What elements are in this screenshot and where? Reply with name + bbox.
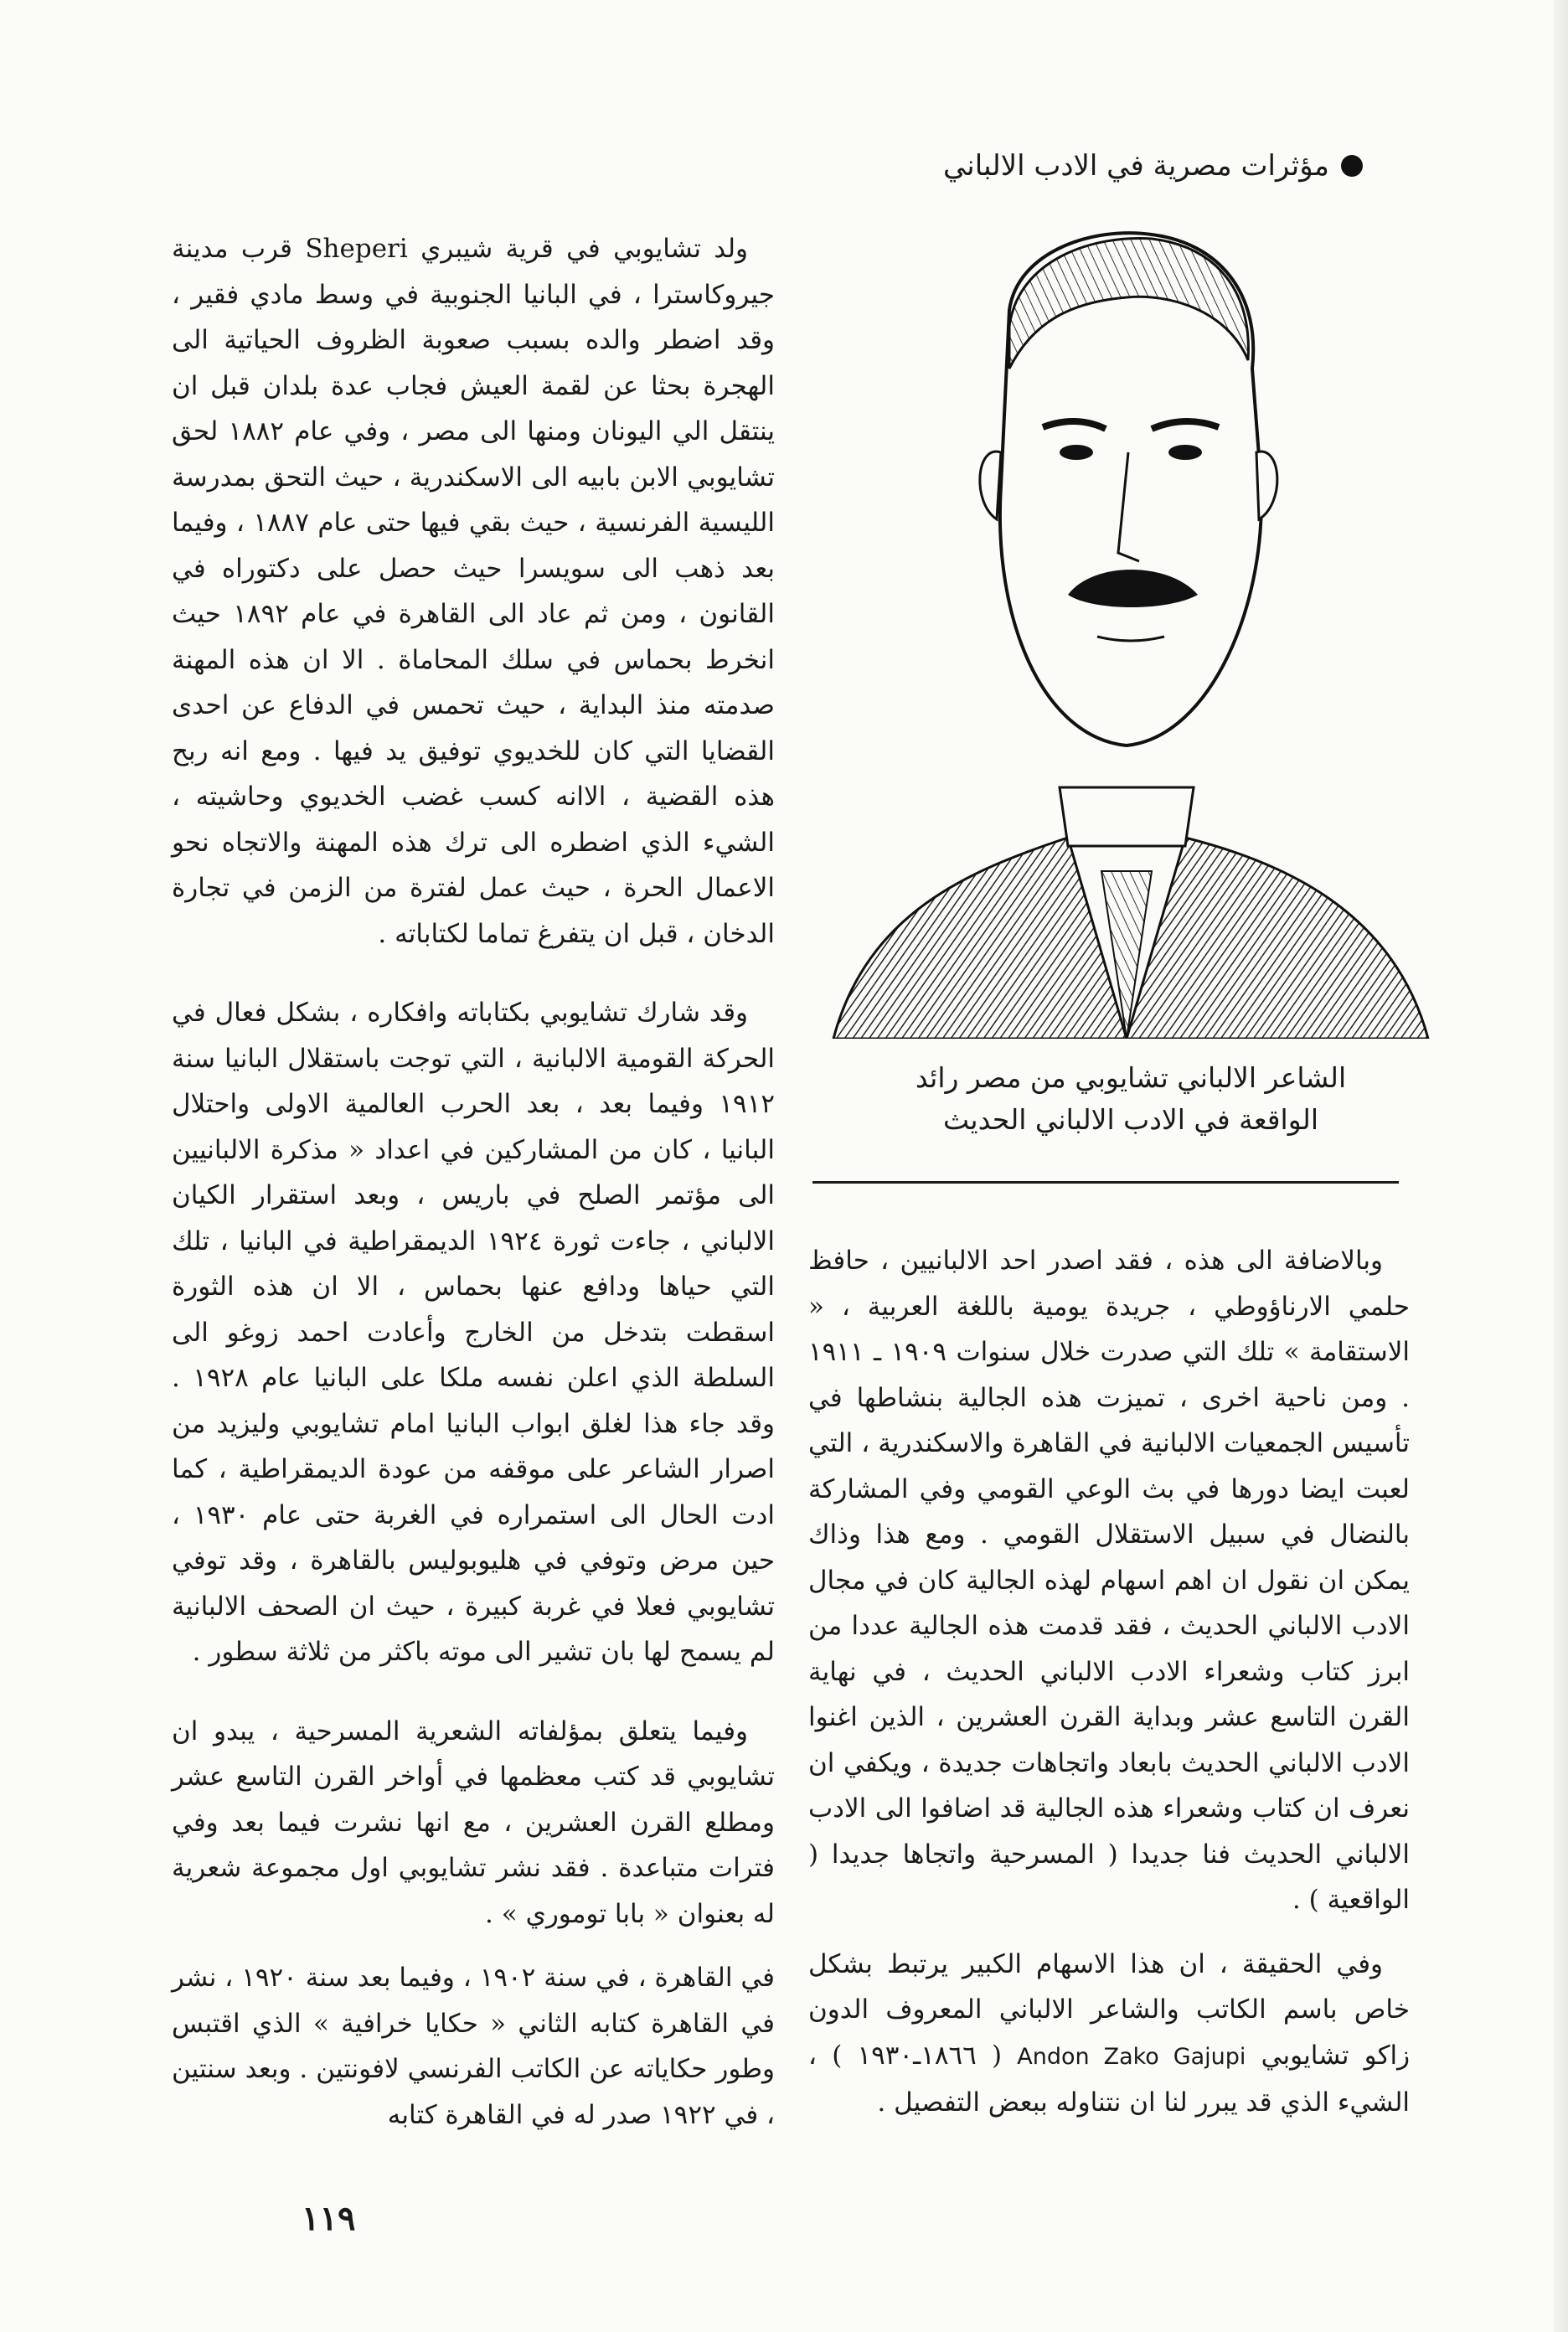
page-edge [1553,0,1568,2332]
left-column [172,226,775,2138]
running-header [943,149,1363,183]
paragraph: وقد شارك تشايوبي بكتاباته وافكاره ، بشكل فعال في الحركة القومية الالبانية ، التي توجت باستقلال البانيا سنة ١٩١٢ وفيما بعد ، بعد الحرب العالمية الاولى واحتلال البانيا ، كان من المشاركين في اعداد « مذكرة الالبانيين الى مؤتمر الصلح في باريس ، وبعد استقرار الكيان الالباني ، جاءت ثورة ١٩٢٤ الديمقراطية في البانيا ، تلك التي حياها ودافع عنها بحماس ، الا ان هذه الثورة اسقطت بتدخل من الخارج وأعادت احمد زوغو الى السلطة الذي اعلن نفسه ملكا على البانيا عام ١٩٢٨ . وقد جاء هذا لغلق ابواب البانيا امام تشايوبي وليزيد من اصرار الشاعر على موقفه من عودة الديمقراطية ، كما ادت الحال الى استمراره في الغربة حتى عام ١٩٣٠ ، حين مرض وتوفي في هليوبوليس بالقاهرة ، وقد توفي تشايوبي فعلا في غربة كبيرة ، حيث ان الصحف الالبانية لم يسمح لها بان تشير الى موته باكثر من ثلاثة سطور . [172,998,775,1667]
caption-line: الواقعة في الادب الالباني الحديث [943,1103,1318,1136]
paragraph: ولد تشايوبي في قرية شيبري Sheperi قرب مدينة جيروكاسترا ، في البانيا الجنوبية في وسط مادي فقير ، وقد اضطر والده بسبب صعوبة الظروف الحياتية الى الهجرة بحثا عن لقمة العيش فجاب عدة بلدان قبل ان ينتقل الي اليونان ومنها الى مصر ، وفي عام ١٨٨٢ لحق تشايوبي الابن بابيه الى الاسكندرية ، حيث التحق بمدرسة الليسية الفرنسية ، حيث بقي فيها حتى عام ١٨٨٧ ، وفيما بعد ذهب الى سويسرا حيث حصل على دكتوراه في القانون ، ومن ثم عاد الى القاهرة في عام ١٨٩٢ حيث انخرط بحماس في سلك المحاماة . الا ان هذه المهنة صدمته منذ البداية ، حيث تحمس في الدفاع عن احدى القضايا التي كان للخديوي توفيق يد فيها . ومع انه ربح هذه القضية ، الاانه كسب غضب الخديوي وحاشيته ، الشيء الذي اضطره الى ترك هذه المهنة والاتجاه نحو الاعمال الحرة ، حيث عمل لفترة من الزمن في تجارة الدخان ، قبل ان يتفرغ تماما لكتاباته . [172,234,776,949]
caption-line: الشاعر الالباني تشايوبي من مصر رائد [915,1061,1347,1094]
bullet-icon [1341,155,1363,177]
divider [812,1181,1399,1184]
running-header-text: مؤثرات مصرية في الادب الالباني [942,149,1329,183]
right-column [808,1238,1410,2126]
paragraph-part: وفي الحقيقة ، ان هذا الاسهام الكبير يرتبط بشكل خاص باسم الكاتب والشاعر الالباني المعروف الدون زاكو تشايوبي [808,1948,1411,2071]
paragraph: في القاهرة ، في سنة ١٩٠٢ ، وفيما بعد سنة ١٩٢٠ ، نشر في القاهرة كتابه الثاني « حكايا خرافية » الذي اقتبس وطور حكاياته عن الكاتب الفرنسي لافونتين . وبعد سنتين ، في ١٩٢٢ صدر له في القاهرة كتابه [172,1963,776,2130]
paragraph-part: ( ١٨٦٦ـ١٩٣٠ ) ، الشيء الذي قد يبرر لنا ان نتناوله ببعض التفصيل . [808,2040,1410,2118]
portrait-illustration [817,201,1436,1039]
paragraph: وفيما يتعلق بمؤلفاته الشعرية المسرحية ، يبدو ان تشايوبي قد كتب معظمها في أواخر القرن التاسع عشر ومطلع القرن العشرين ، مع انها نشرت فيما بعد وفي فترات متباعدة . فقد نشر تشايوبي اول مجموعة شعرية له بعنوان « بابا توموري » . [172,1715,775,1929]
latin-name: Andon Zako Gajupi [1017,2043,1246,2070]
portrait-caption [838,1057,1424,1141]
paragraph: وبالاضافة الى هذه ، فقد اصدر احد الالبانيين ، حافظ حلمي الارناؤوطي ، جريدة يومية باللغة العربية ، « الاستقامة » تلك التي صدرت خلال سنوات ١٩٠٩ ـ ١٩١١ . ومن ناحية اخرى ، تميزت هذه الجالية بنشاطها في تأسيس الجمعيات الالبانية في القاهرة والاسكندرية ، التي لعبت ايضا دورها في بث الوعي القومي وفي المشاركة بالنضال في سبيل الاستقلال القومي . ومع هذا وذاك يمكن ان نقول ان اهم اسهام لهذه الجالية كان في مجال الادب الالباني الحديث ، فقد قدمت هذه الجالية عددا من ابرز كتاب وشعراء الادب الالباني الحديث ، في نهاية القرن التاسع عشر وبداية القرن العشرين ، الذين اغنوا الادب الالباني الحديث بابعاد واتجاهات جديدة ، ويكفي ان نعرف ان كتاب وشعراء هذه الجالية قد اضافوا الى الادب الالباني الحديث فنا جديدا ( المسرحية واتجاها جديدا ( الواقعية ) . [808,1246,1410,1915]
page-number: ١١٩ [302,2199,356,2238]
paragraph [808,1942,1410,2126]
